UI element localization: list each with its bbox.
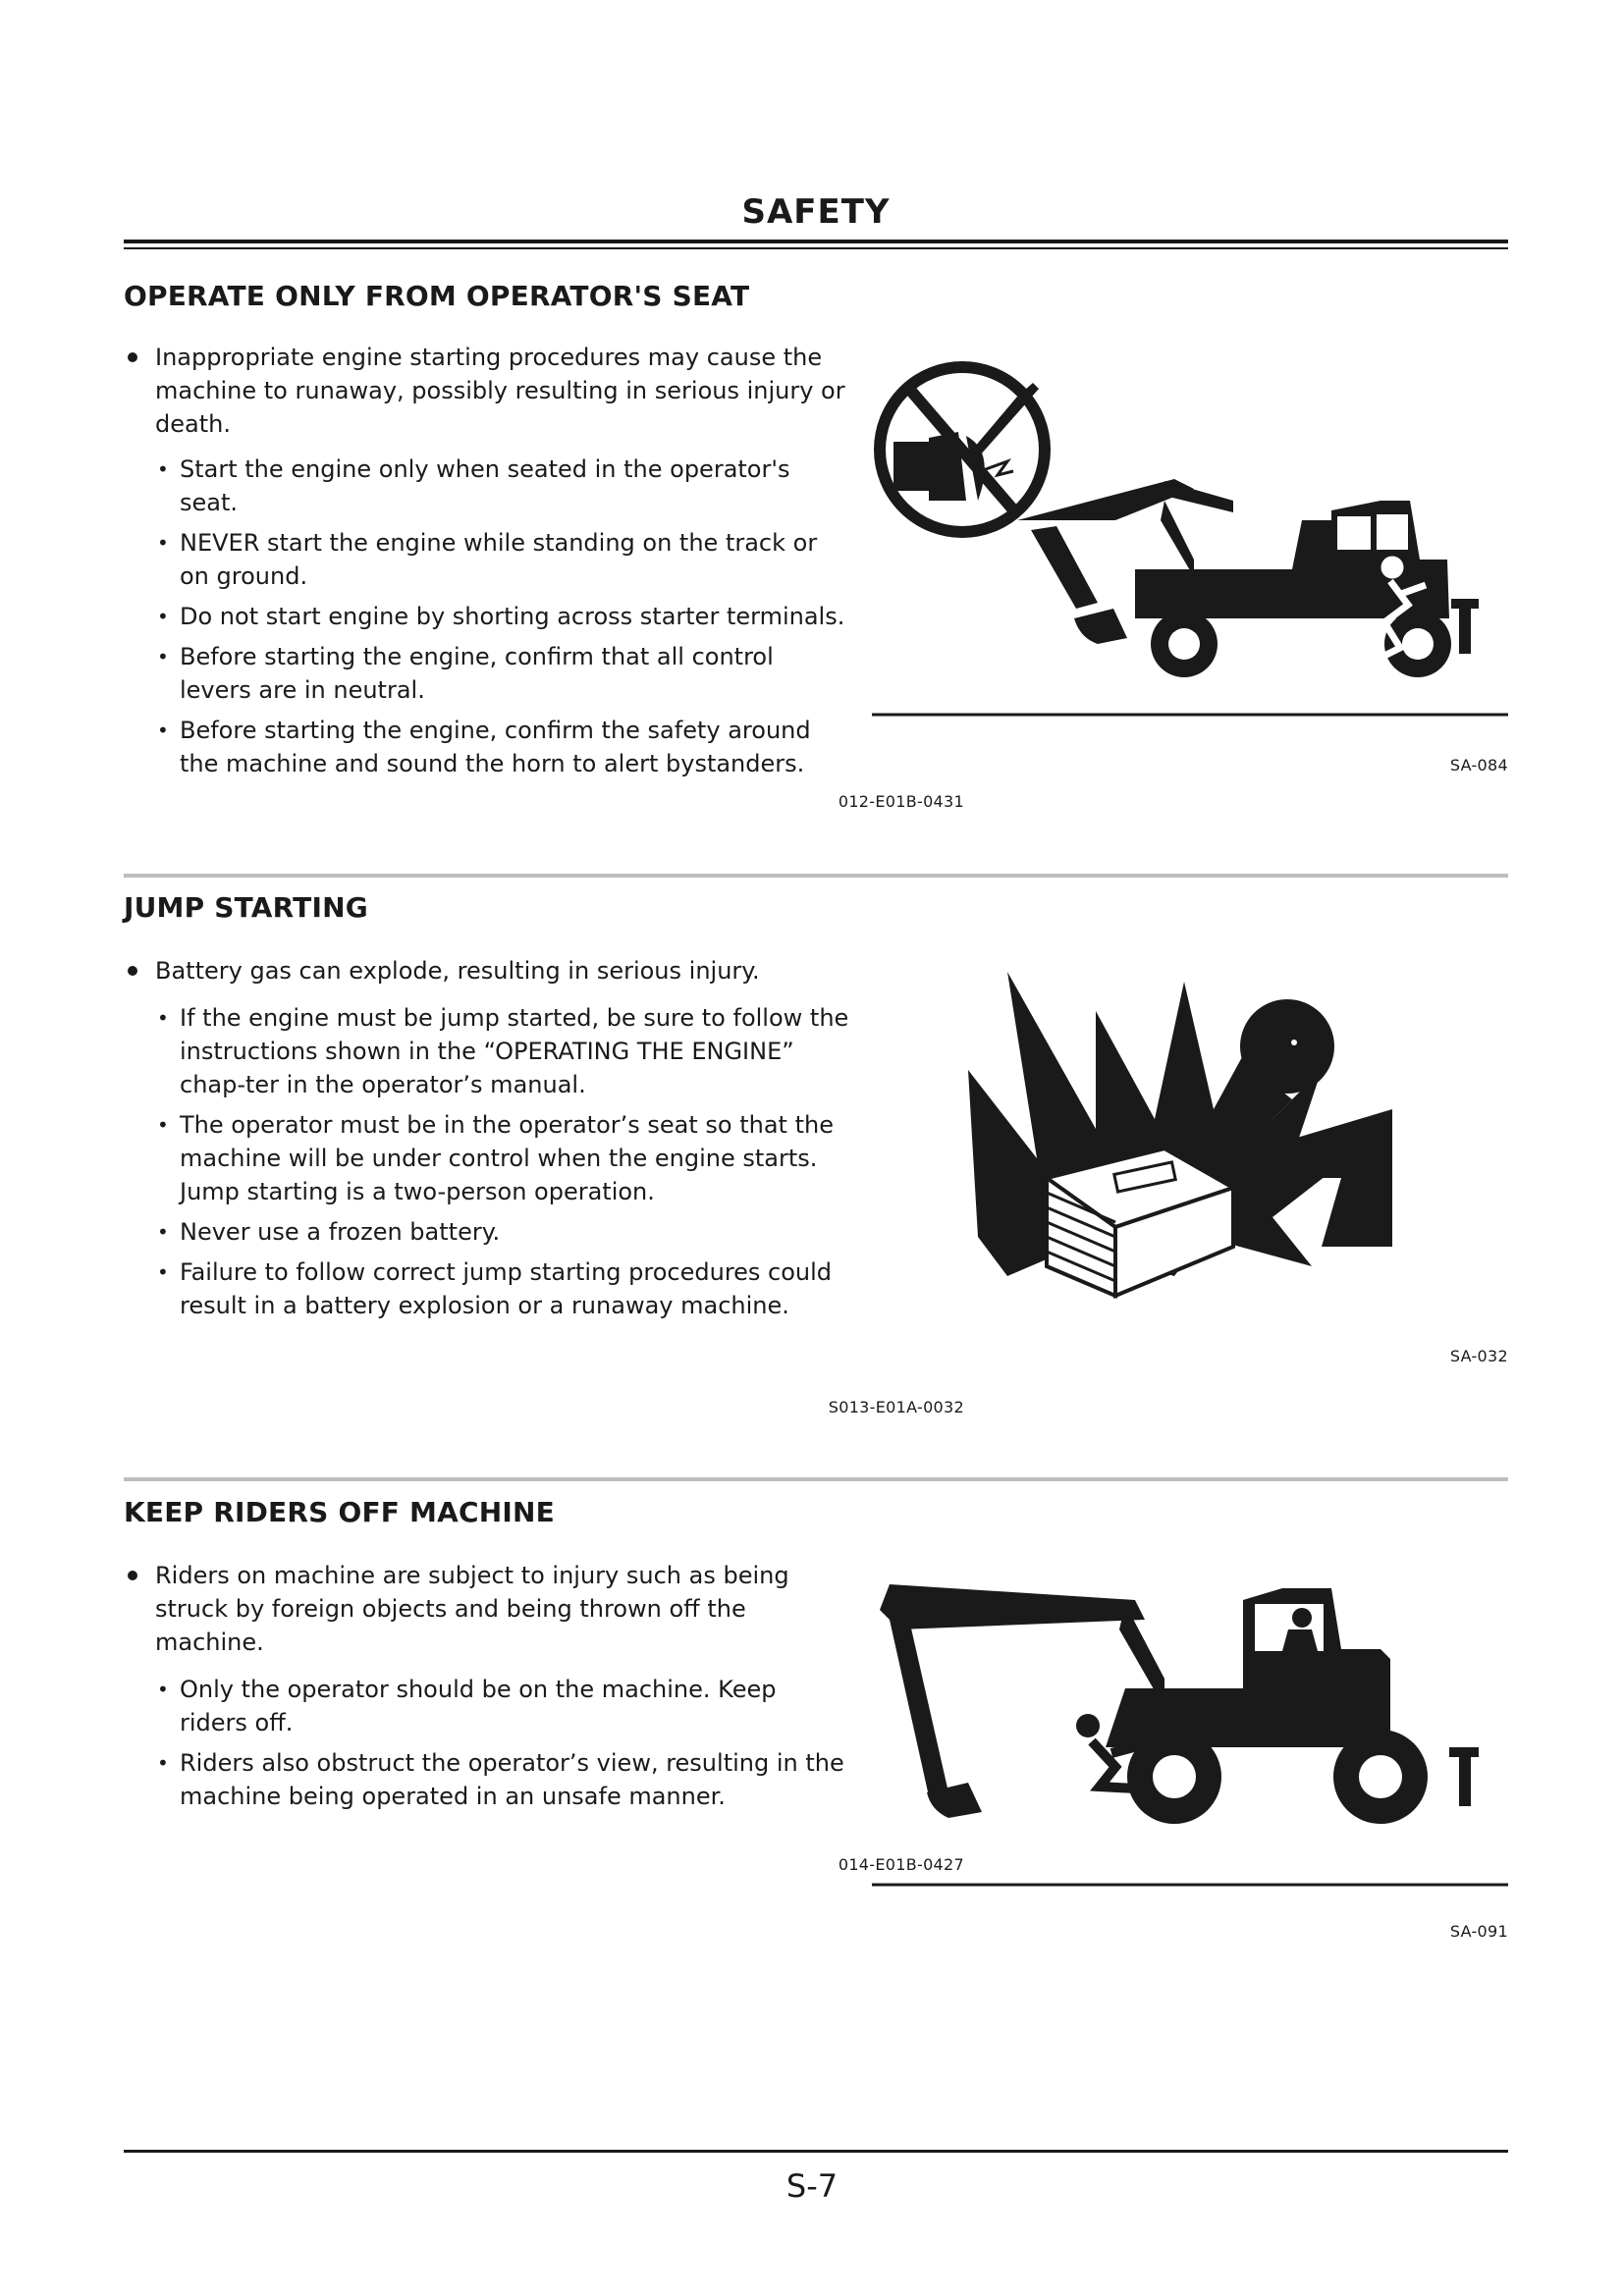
section-divider [124,1477,1508,1481]
figure-label: SA-084 [1449,756,1508,774]
figure-battery-explosion [948,952,1400,1315]
section-divider [124,874,1508,878]
section-text [124,954,850,1322]
figure-label: SA-032 [1449,1347,1508,1365]
sub-item: • Failure to follow correct jump starting procedures could result in a battery explosion or a runaway machine. [124,1255,850,1322]
sub-item: • Before starting the engine, confirm the safety around the machine and sound the horn to alert bystanders. [124,714,850,780]
section-heading: JUMP STARTING [124,891,368,924]
sub-item: • If the engine must be jump started, be sure to follow the instructions shown in the “OPERATING THE ENGINE” chap-ter in the operator’s manual. [124,1001,850,1101]
sub-item: • NEVER start the engine while standing on the track or on ground. [124,526,850,593]
document-code: S013-E01A-0032 [828,1398,964,1416]
bullet-item: Inappropriate engine starting procedures may cause the machine to runaway, possibly resulting in serious injury or death. [124,341,850,441]
sub-item: • Start the engine only when seated in the operator's seat. [124,453,850,519]
bullet-item: Riders on machine are subject to injury such as being struck by foreign objects and being thrown off the machine. [124,1559,850,1659]
sub-item: • Before starting the engine, confirm that all control levers are in neutral. [124,640,850,707]
bullet-item: Battery gas can explode, resulting in serious injury. [124,954,850,988]
page-number: S-7 [785,2167,839,2205]
sub-item: • Do not start engine by shorting across starter terminals. [124,600,850,633]
section-heading: KEEP RIDERS OFF MACHINE [124,1496,555,1528]
sub-item: • The operator must be in the operator’s seat so that the machine will be under control when the engine starts. Jump starting is a two-person operation. [124,1108,850,1208]
section-heading: OPERATE ONLY FROM OPERATOR'S SEAT [124,280,750,312]
document-code: 014-E01B-0427 [838,1855,964,1874]
figure-label: SA-091 [1449,1922,1508,1941]
footer-rule [124,2150,1508,2153]
section-text [124,1559,850,1813]
figure-rider-thrown-off [870,1561,1508,1895]
title-rule-thin [124,247,1508,249]
section-text [124,341,850,780]
sub-item: • Riders also obstruct the operator’s view, resulting in the machine being operated in an unsafe manner. [124,1746,850,1813]
page-title: SAFETY [741,192,891,232]
sub-item: • Only the operator should be on the machine. Keep riders off. [124,1673,850,1739]
figure-no-shorting-excavator [870,353,1508,726]
title-rule-thick [124,240,1508,243]
sub-item: • Never use a frozen battery. [124,1215,850,1249]
document-code: 012-E01B-0431 [838,792,964,811]
